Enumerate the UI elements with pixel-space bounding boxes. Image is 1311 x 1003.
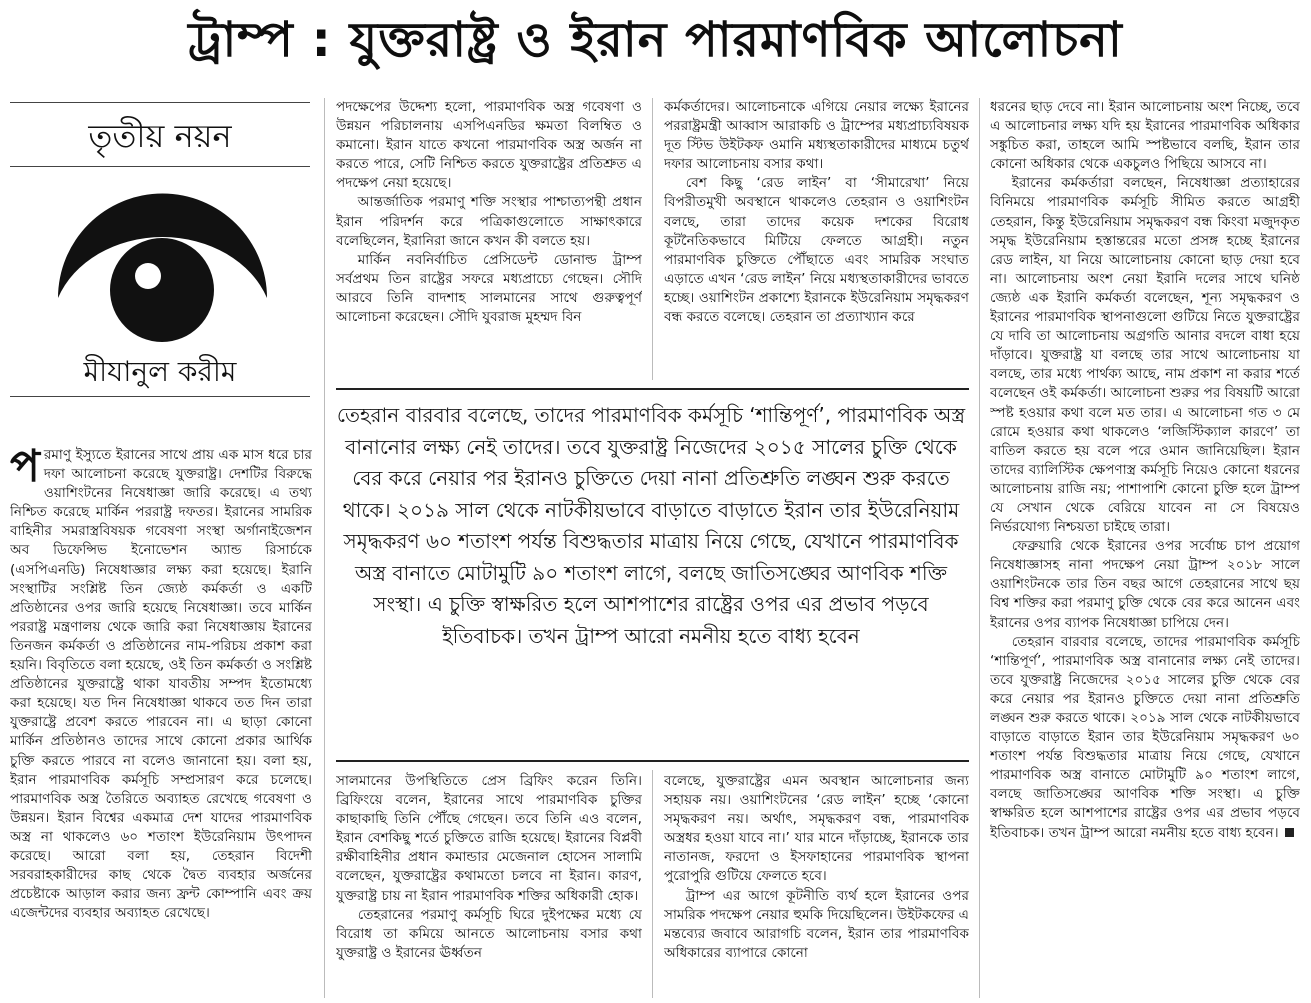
paragraph: বেশ কিছু ‘রেড লাইন’ বা ‘সীমারেখা’ নিয়ে বিপরীতমুখী অবস্থানে থাকলেও তেহরান ও ওয়াশিংটন বলছে, তারা তাদের কয়েক দশকের বিরোধ কূটনৈতিকভাবে মিটিয়ে ফেলতে আগ্রহী। নতুন পারমাণবিক চুক্তিতে পৌঁছাতে এবং সামরিক সংঘাত এড়াতে এখন ‘রেড লাইন’ নিয়ে মধ্যস্থতাকারীদের ভাবতে হচ্ছে। ওয়াশিংটন প্রকাশ্যে ইরানকে ইউরেনিয়াম সমৃদ্ধকরণ বন্ধ করতে বলেছে। তেহরান তা প্রত্যাখ্যান করে bbox=[664, 175, 969, 326]
paragraph: তেহরানের পরমাণু কর্মসূচি ঘিরে দুইপক্ষের মধ্যে যে বিরোধ তা কমিয়ে আনতে আলোচনায় বসার কথা যুক্তরাষ্ট্র ও ইরানের ঊর্ধ্বতন bbox=[336, 906, 642, 961]
paragraph: পদক্ষেপের উদ্দেশ্য হলো, পারমাণবিক অস্ত্র গবেষণা ও উন্নয়ন পরিচালনায় এসপিএনডির ক্ষমতা বিলম্বিত ও কমানো। ইরান যাতে কখনো পারমাণবিক অস্ত্র অর্জন না করতে পারে, সেটি নিশ্চিত করতে যুক্তরাষ্ট্রের প্রতিশ্রুত এ পদক্ষেপ নেয়া হয়েছে। bbox=[336, 99, 642, 192]
pull-quote-rule-top bbox=[336, 388, 969, 390]
end-mark-icon bbox=[1285, 828, 1294, 837]
eye-icon bbox=[50, 178, 275, 343]
column-rule bbox=[979, 98, 980, 998]
rule-left-top bbox=[10, 102, 310, 103]
headline: ট্রাম্প : যুক্তরাষ্ট্র ও ইরান পারমাণবিক আলোচনা bbox=[188, 12, 1123, 68]
column-rule bbox=[652, 98, 653, 380]
paragraph: ট্রাম্প এর আগে কূটনীতি ব্যর্থ হলে ইরানের ওপর সামরিক পদক্ষেপ নেয়ার হুমকি দিয়েছিলেন। উইটকফের এ মন্তব্যের জবাবে আরাগচি বলেন, ইরান তার পারমাণবিক অধিকারের ব্যাপারে কোনো bbox=[664, 887, 969, 961]
column-mid1-bottom bbox=[336, 772, 642, 998]
column-mid2-top bbox=[664, 98, 969, 380]
pull-quote-rule-bottom bbox=[336, 760, 969, 762]
paragraph bbox=[10, 446, 312, 923]
paragraph: মার্কিন নবনির্বাচিত প্রেসিডেন্ট ডোনাল্ড ট্রাম্প সর্বপ্রথম তিন রাষ্ট্রের সফরে মধ্যপ্রাচ্যে গেছেন। সৌদি আরবে তিনি বাদশাহ সালমানের সাথে গুরুত্বপূর্ণ আলোচনা করেছেন। সৌদি যুবরাজ মুহম্মদ বিন bbox=[336, 251, 642, 326]
paragraph: ইরানের কর্মকর্তারা বলছেন, নিষেধাজ্ঞা প্রত্যাহারের বিনিময়ে পারমাণবিক কর্মসূচি সীমিত করতে আগ্রহী তেহরান, কিন্তু ইউরেনিয়াম সমৃদ্ধকরণ বন্ধ কিংবা মজুদকৃত সমৃদ্ধ ইউরেনিয়াম হস্তান্তরের মতো প্রসঙ্গ হচ্ছে ইরানের রেড লাইন, যা নিয়ে আলোচনায় কোনো ছাড় দেয়া হবে না। আলোচনায় অংশ নেয়া ইরানি দলের সাথে ঘনিষ্ঠ জ্যেষ্ঠ এক ইরানি কর্মকর্তা বলেছেন, শূন্য সমৃদ্ধকরণ ও ইরানের পারমাণবিক স্থাপনাগুলো গুটিয়ে নিতে যুক্তরাষ্ট্রের যে দাবি তা আলোচনায় অগ্রগতি আনার বদলে বাধা হয়ে দাঁড়াবে। যুক্তরাষ্ট্র যা বলছে তার সাথে আলোচনায় যা বলছে, তার মধ্যে পার্থক্য আছে, নাম প্রকাশ না করার শর্তে বলেছেন ওই কর্মকর্তা। আলোচনা শুরুর পর বিষয়টি আরো স্পষ্ট হওয়ার কথা বলে মত তার। এ আলোচনা গত ৩ মে রোমে হওয়ার কথা থাকলেও ‘লজিস্টিক্যাল কারণে’ তা বাতিল করতে হয় বলে পরে ওমান জানিয়েছিল। ইরান তাদের ব্যালিস্টিক ক্ষেপণাস্ত্র কর্মসূচি নিয়েও কোনো ধরনের আলোচনায় রাজি নয়; পাশাপাশি কোনো চুক্তি হলে ট্রাম্প যে সেখান থেকে বেরিয়ে যাবেন না সে বিষয়েও নির্ভরযোগ্য নিশ্চয়তা চাইছে তারা। bbox=[990, 175, 1300, 536]
paragraph: ধরনের ছাড় দেবে না। ইরান আলোচনায় অংশ নিচ্ছে, তবে এ আলোচনার লক্ষ্য যদি হয় ইরানের পারমাণবিক অধিকার সঙ্কুচিত করা, তাহলে আমি স্পষ্টভাবে বলছি, ইরান তার কোনো অধিকার থেকে একচুলও পিছিয়ে আসবে না। bbox=[990, 99, 1300, 173]
column-left bbox=[10, 446, 312, 998]
paragraph-text: রমাণু ইস্যুতে ইরানের সাথে প্রায় এক মাস ধরে চার দফা আলোচনা করেছে যুক্তরাষ্ট্র। দেশটির বিরুদ্ধে ওয়াশিংটনের নিষেধাজ্ঞা জারি করেছে। এ তথ্য নিশ্চিত করেছে মার্কিন পররাষ্ট্র দফতর। ইরানের সামরিক বাহিনীর সমরাস্ত্রবিষয়ক গবেষণা সংস্থা অর্গানাইজেশন অব ডিফেন্সিভ ইনোভেশন অ্যান্ড রিসার্চকে (এসপিএনডি) নিষেধাজ্ঞার লক্ষ্য করা হয়েছে। ইরানি সংস্থাটির সংশ্লিষ্ট তিন জ্যেষ্ঠ কর্মকর্তা ও একটি প্রতিষ্ঠানের ওপর জারি হয়েছে নিষেধাজ্ঞা। তবে মার্কিন পররাষ্ট্র মন্ত্রণালয় থেকে জারি করা নিষেধাজ্ঞায় ইরানের তিনজন কর্মকর্তা ও প্রতিষ্ঠানের নাম-পরিচয় প্রকাশ করা হয়নি। বিবৃতিতে বলা হয়েছে, ওই তিন কর্মকর্তা ও সংশ্লিষ্ট প্রতিষ্ঠানের যুক্তরাষ্ট্রে থাকা যাবতীয় সম্পদ ইতোমধ্যে করা হয়েছে। যত দিন নিষেধাজ্ঞা থাকবে তত দিন তারা যুক্তরাষ্ট্রে প্রবেশ করতে পারবেন না। এ ছাড়া কোনো মার্কিন প্রতিষ্ঠানও তাদের সাথে কোনো প্রকার আর্থিক চুক্তি করতে পারবে না বলেও জানানো হয়। বলা হয়, ইরান পারমাণবিক কর্মসূচি সম্প্রসারণ করে চলেছে। পারমাণবিক অস্ত্র তৈরিতে অব্যাহত রেখেছে গবেষণা ও উন্নয়ন। ইরান বিশ্বের একমাত্র দেশ যাদের পারমাণবিক অস্ত্র না থাকলেও ৬০ শতাংশ ইউরেনিয়াম উৎপাদন করেছে। আরো বলা হয়, তেহরান বিদেশী সরবরাহকারীদের কাছ থেকে দ্বৈত ব্যবহার অর্জনের প্রচেষ্টাকে আড়াল করার জন্য ফ্রন্ট কোম্পানি এবং ক্রয় এজেন্টদের ব্যবহার অব্যাহত রেখেছে। bbox=[10, 447, 312, 922]
paragraph: কর্মকর্তাদের। আলোচনাকে এগিয়ে নেয়ার লক্ষ্যে ইরানের পররাষ্ট্রমন্ত্রী আব্বাস আরাকচি ও ট্রাম্পের মধ্যপ্রাচ্যবিষয়ক দূত স্টিভ উইটকফ ওমানি মধ্যস্থতাকারীদের মাধ্যমে চতুর্থ দফার আলোচনায় বসার কথা। bbox=[664, 99, 969, 173]
paragraph bbox=[990, 633, 1300, 843]
rule-left-mid bbox=[10, 166, 310, 167]
paragraph-text: তেহরান বারবার বলেছে, তাদের পারমাণবিক কর্মসূচি ‘শান্তিপূর্ণ’, পারমাণবিক অস্ত্র বানানোর লক্ষ্য নেই তাদের। তবে যুক্তরাষ্ট্র নিজেদের ২০১৫ সালের চুক্তি থেকে বের করে নেয়ার পর ইরানও চুক্তিতে দেয়া নানা প্রতিশ্রুতি লঙ্ঘন শুরু করতে থাকে। ২০১৯ সাল থেকে নাটকীয়ভাবে বাড়াতে বাড়াতে ইরান তার ইউরেনিয়াম সমৃদ্ধকরণ ৬০ শতাংশ পর্যন্ত বিশুদ্ধতার মাত্রায় নিয়ে গেছে, যেখানে পারমাণবিক অস্ত্র বানাতে মোটামুটি ৯০ শতাংশ লাগে, বলছে জাতিসঙ্ঘের আণবিক শক্তি সংস্থা। এ চুক্তি স্বাক্ষরিত হলে আশপাশের রাষ্ট্রের ওপর এর প্রভাব পড়বে ইতিবাচক। তখন ট্রাম্প আরো নমনীয় হতে বাধ্য হবেন। bbox=[990, 633, 1300, 841]
column-rule bbox=[652, 770, 653, 998]
column-name: তৃতীয় নয়ন bbox=[88, 117, 232, 155]
column-rule bbox=[324, 98, 325, 998]
paragraph: ফেব্রুয়ারি থেকে ইরানের ওপর সর্বোচ্চ চাপ প্রয়োগ নিষেধাজ্ঞাসহ নানা পদক্ষেপ নেয়া ট্রাম্প ২০১৮ সালে ওয়াশিংটনকে তার তিন বছর আগে তেহরানের সাথে ছয় বিশ্ব শক্তির করা পরমাণু চুক্তি থেকে বের করে আনেন এবং ইরানের ওপর ব্যাপক নিষেধাজ্ঞা চাপিয়ে দেন। bbox=[990, 538, 1300, 631]
column-mid1-top bbox=[336, 98, 642, 380]
paragraph: বলেছে, যুক্তরাষ্ট্রের এমন অবস্থান আলোচনার জন্য সহায়ক নয়। ওয়াশিংটনের ‘রেড লাইন’ হচ্ছে ‘কোনো সমৃদ্ধকরণ নয়। অর্থাৎ, সমৃদ্ধকরণ বন্ধ, পারমাণবিক অস্ত্রধর হওয়া যাবে না।’ যার মানে দাঁড়াচ্ছে, ইরানকে তার নাতানজ, ফরদো ও ইসফাহানের পারমাণবিক স্থাপনা পুরোপুরি গুটিয়ে ফেলতে হবে। bbox=[664, 773, 969, 885]
dropcap: প bbox=[10, 446, 40, 492]
paragraph: সালমানের উপস্থিতিতে প্রেস ব্রিফিং করেন তিনি। ব্রিফিংয়ে বলেন, ইরানের সাথে পারমাণবিক চুক্তির কাছাকাছি তিনি পৌঁছে গেছেন। তবে তিনি এও বলেন, ইরান বেশকিছু শর্তে চুক্তিতে রাজি হয়েছে। ইরানের বিপ্লবী রক্ষীবাহিনীর প্রধান কমান্ডার মেজেনাল হোসেন সালামি বলেছেন, যুক্তরাষ্ট্রের কথামতো চলবে না ইরান। কারণ, যুক্তরাষ্ট্র চায় না ইরান পারমাণবিক শক্তির অধিকারী হোক। bbox=[336, 773, 642, 904]
author-name: মীযানুল করীম bbox=[83, 355, 237, 388]
rule-left-bottom bbox=[10, 396, 310, 397]
column-mid2-bottom bbox=[664, 772, 969, 998]
paragraph: আন্তর্জাতিক পরমাণু শক্তি সংস্থার পাশ্চাত্যপন্থী প্রধান ইরান পরিদর্শন করে পত্রিকাগুলোতে সাক্ষাৎকারে বলেছিলেন, ইরানিরা জানে কখন কী বলতে হয়। bbox=[336, 194, 642, 249]
pull-quote: তেহরান বারবার বলেছে, তাদের পারমাণবিক কর্মসূচি ‘শান্তিপূর্ণ’, পারমাণবিক অস্ত্র বানানোর লক্ষ্য নেই তাদের। তবে যুক্তরাষ্ট্র নিজেদের ২০১৫ সালের চুক্তি থেকে বের করে নেয়ার পর ইরানও চুক্তিতে দেয়া নানা প্রতিশ্রুতি লঙ্ঘন শুরু করতে থাকে। ২০১৯ সাল থেকে নাটকীয়ভাবে বাড়াতে বাড়াতে ইরান তার ইউরেনিয়াম সমৃদ্ধকরণ ৬০ শতাংশ পর্যন্ত বিশুদ্ধতার মাত্রায় নিয়ে গেছে, যেখানে পারমাণবিক অস্ত্র বানাতে মোটামুটি ৯০ শতাংশ লাগে, বলছে জাতিসঙ্ঘের আণবিক শক্তি সংস্থা। এ চুক্তি স্বাক্ষরিত হলে আশপাশের রাষ্ট্রের ওপর এর প্রভাব পড়বে ইতিবাচক। তখন ট্রাম্প আরো নমনীয় হতে বাধ্য হবেন bbox=[336, 403, 966, 648]
column-right bbox=[990, 98, 1300, 998]
